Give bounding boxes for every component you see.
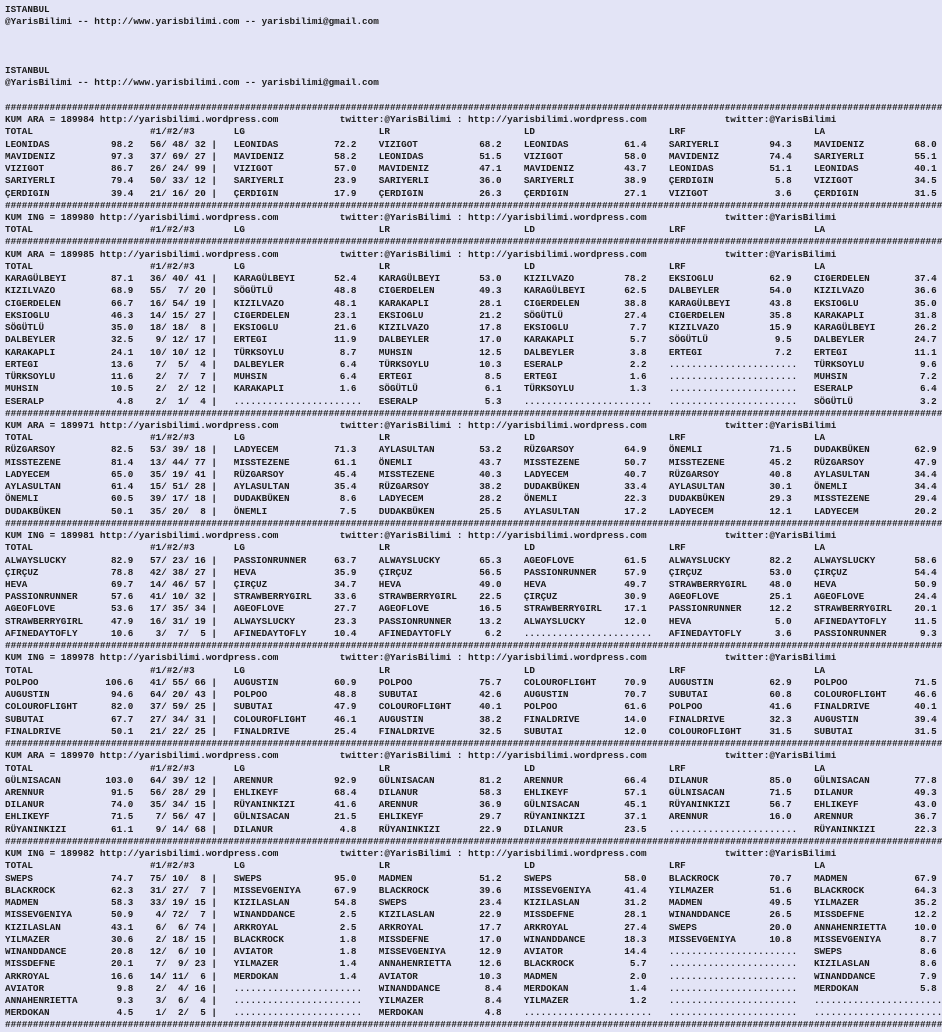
column-header-line: TOTAL #1/#2/#3 LG LR LD LRF LA xyxy=(5,224,826,236)
preamble-city: ISTANBUL xyxy=(5,65,50,77)
stat-row-line: AFINEDAYTOFLY 10.6 3/ 7/ 5 | AFINEDAYTOFLY 10.4 AFINEDAYTOFLY 6.2 ....................... AFINEDAYTOFLY 3.6 PASSIONRUNNER 9.3 xyxy=(5,627,937,639)
stat-row-line: ÇERDIGIN 39.4 21/ 16/ 20 | ÇERDIGIN 17.9 ÇERDIGIN 26.3 ÇERDIGIN 27.1 VIZIGOT 3.6 ÇERDIGIN 31.5 xyxy=(5,187,937,199)
column-header-line: TOTAL #1/#2/#3 LG LR LD LRF LA xyxy=(5,432,826,444)
separator-line: ######################################################################################################################################################################## xyxy=(5,835,942,847)
preamble-city: ISTANBUL xyxy=(5,4,50,15)
stat-row-line: ÇIRÇUZ 78.8 42/ 38/ 27 | HEVA 35.9 ÇIRÇUZ 56.5 PASSIONRUNNER 57.9 ÇIRÇUZ 53.0 ÇIRÇUZ 54.4 xyxy=(5,566,937,578)
blank-line xyxy=(5,90,942,102)
stat-row-line: EHLIKEYF 71.5 7/ 56/ 47 | GÜLNISACAN 21.5 EHLIKEYF 29.7 RÜYANINKIZI 37.1 ARENNUR 16.0 ARENNUR 36.7 xyxy=(5,811,937,823)
stat-row-line: MISSEVGENIYA 50.9 4/ 72/ 7 | WINANDDANCE 2.5 KIZILASLAN 22.9 MISSDEFNE 28.1 WINANDDANCE 26.5 MISSDEFNE 12.2 xyxy=(5,909,937,921)
stat-row-line: WINANDDANCE 20.8 12/ 6/ 10 | AVIATOR 1.8 MISSEVGENIYA 12.9 AVIATOR 14.4 ....................... SWEPS 8.6 xyxy=(5,946,937,958)
section-title-line: KUM ARA = 189971 http://yarisbilimi.wordpress.com twitter:@YarisBilimi : http://yarisbilimi.wordpress.com twitter:@YarisBilimi xyxy=(5,419,837,431)
stat-row-line: DUDAKBÜKEN 50.1 35/ 20/ 8 | ÖNEMLI 7.5 DUDAKBÜKEN 25.5 AYLASULTAN 17.2 LADYECEM 12.1 LADYECEM 20.2 xyxy=(5,505,937,517)
section-title-line: KUM ARA = 189970 http://yarisbilimi.wordpress.com twitter:@YarisBilimi : http://yarisbilimi.wordpress.com twitter:@YarisBilimi xyxy=(5,750,837,762)
blank-line xyxy=(5,53,942,65)
stat-row-line: AVIATOR 9.8 2/ 4/ 16 | ....................... WINANDDANCE 8.4 MERDOKAN 1.4 ....................... MERDOKAN 5.8 xyxy=(5,982,937,994)
separator-line: ######################################################################################################################################################################## xyxy=(5,101,942,113)
stat-row-line: PASSIONRUNNER 57.6 41/ 10/ 32 | STRAWBERRYGIRL 33.6 STRAWBERRYGIRL 22.5 ÇIRÇUZ 30.9 AGEOFLOVE 25.1 AGEOFLOVE 24.4 xyxy=(5,591,937,603)
column-header-line: TOTAL #1/#2/#3 LG LR LD LRF LA xyxy=(5,860,826,872)
stat-row-line: RÜZGARSOY 82.5 53/ 39/ 18 | LADYECEM 71.3 AYLASULTAN 53.2 RÜZGARSOY 64.9 ÖNEMLI 71.5 DUDAKBÜKEN 62.9 xyxy=(5,444,937,456)
stat-row-line: FINALDRIVE 50.1 21/ 22/ 25 | FINALDRIVE 25.4 FINALDRIVE 32.5 SUBUTAI 12.0 COLOUROFLIGHT 31.5 SUBUTAI 31.5 xyxy=(5,725,937,737)
section-title-line: KUM ING = 189980 http://yarisbilimi.wordpress.com twitter:@YarisBilimi : http://yarisbilimi.wordpress.com twitter:@YarisBilimi xyxy=(5,211,837,223)
stat-row-line: STRAWBERRYGIRL 47.9 16/ 31/ 19 | ALWAYSLUCKY 23.3 PASSIONRUNNER 13.2 ALWAYSLUCKY 12.0 HEVA 5.0 AFINEDAYTOFLY 11.5 xyxy=(5,615,937,627)
column-header-line: TOTAL #1/#2/#3 LG LR LD LRF LA xyxy=(5,762,826,774)
stat-row-line: SÖGÜTLÜ 35.0 18/ 18/ 8 | EKSIOGLU 21.6 KIZILVAZO 17.8 EKSIOGLU 7.7 KIZILVAZO 15.9 KARAGÜLBEYI 26.2 xyxy=(5,322,937,334)
column-header-line: TOTAL #1/#2/#3 LG LR LD LRF LA xyxy=(5,260,826,272)
stat-row-line: SARIYERLI 79.4 50/ 33/ 12 | SARIYERLI 23.9 SARIYERLI 36.0 SARIYERLI 38.9 ÇERDIGIN 5.8 VIZIGOT 34.5 xyxy=(5,175,937,187)
stat-row-line: ARENNUR 91.5 56/ 28/ 29 | EHLIKEYF 68.4 DILANUR 58.3 EHLIKEYF 57.1 GÜLNISACAN 71.5 DILANUR 49.3 xyxy=(5,787,937,798)
stat-row-line: ANNAHENRIETTA 9.3 3/ 6/ 4 | ....................... YILMAZER 8.4 YILMAZER 1.2 ....................... ....................... xyxy=(5,994,942,1006)
blank-line xyxy=(5,41,942,53)
stat-row-line: BLACKROCK 62.3 31/ 27/ 7 | MISSEVGENIYA 67.9 BLACKROCK 39.6 MISSEVGENIYA 41.4 YILMAZER 51.6 BLACKROCK 64.3 xyxy=(5,884,937,896)
blank-line xyxy=(5,28,942,40)
separator-line: ######################################################################################################################################################################## xyxy=(5,199,942,211)
stat-row-line: RÜYANINKIZI 61.1 9/ 14/ 68 | DILANUR 4.8 RÜYANINKIZI 22.9 DILANUR 23.5 ....................... RÜYANINKIZI 22.3 xyxy=(5,823,937,835)
stat-row-line: ESERALP 4.8 2/ 1/ 4 | ....................... ESERALP 5.3 ....................... ....................... SÖGÜTLÜ 3.2 xyxy=(5,395,937,407)
stat-row-line: MISSTEZENE 81.4 13/ 44/ 77 | MISSTEZENE 61.1 ÖNEMLI 43.7 MISSTEZENE 50.7 MISSTEZENE 45.2 RÜZGARSOY 47.9 xyxy=(5,456,937,468)
stat-row-line: EKSIOGLU 46.3 14/ 15/ 27 | CIGERDELEN 23.1 EKSIOGLU 21.2 SÖGÜTLÜ 27.4 CIGERDELEN 35.8 KARAKAPLI 31.8 xyxy=(5,309,937,321)
separator-line: ######################################################################################################################################################################## xyxy=(5,236,942,248)
separator-line: ######################################################################################################################################################################## xyxy=(5,640,942,652)
stat-row-line: MERDOKAN 4.5 1/ 2/ 5 | ....................... MERDOKAN 4.8 ....................... ....................... ....................... xyxy=(5,1007,942,1019)
stat-row-line: ÖNEMLI 60.5 39/ 17/ 18 | DUDAKBÜKEN 8.6 LADYECEM 28.2 ÖNEMLI 22.3 DUDAKBÜKEN 29.3 MISSTEZENE 29.4 xyxy=(5,493,937,505)
race-statistics-report xyxy=(5,4,942,1032)
stat-row-line: DALBEYLER 32.5 9/ 12/ 17 | ERTEGI 11.9 DALBEYLER 17.0 KARAKAPLI 5.7 SÖGÜTLÜ 9.5 DALBEYLER 24.7 xyxy=(5,334,937,346)
column-header-line: TOTAL #1/#2/#3 LG LR LD LRF LA xyxy=(5,542,826,554)
section-title-line: KUM ARA = 189984 http://yarisbilimi.wordpress.com twitter:@YarisBilimi : http://yarisbilimi.wordpress.com twitter:@YarisBilimi xyxy=(5,114,837,126)
stat-row-line: SUBUTAI 67.7 27/ 34/ 31 | COLOUROFLIGHT 46.1 AUGUSTIN 38.2 FINALDRIVE 14.0 FINALDRIVE 32.3 AUGUSTIN 39.4 xyxy=(5,713,937,725)
separator-line: ######################################################################################################################################################################## xyxy=(5,517,942,529)
stat-row-line: MADMEN 58.3 33/ 19/ 15 | KIZILASLAN 54.8 SWEPS 23.4 KIZILASLAN 31.2 MADMEN 49.5 YILMAZER 35.2 xyxy=(5,897,937,909)
separator-line: ######################################################################################################################################################################## xyxy=(5,738,942,750)
stat-row-line: KIZILASLAN 43.1 6/ 6/ 74 | ARKROYAL 2.5 ARKROYAL 17.7 ARKROYAL 27.4 SWEPS 20.0 ANNAHENRIETTA 10.0 xyxy=(5,921,937,933)
stat-row-line: ARKROYAL 16.6 14/ 11/ 6 | MERDOKAN 1.4 AVIATOR 10.3 MADMEN 2.0 ....................... WINANDDANCE 7.9 xyxy=(5,970,937,982)
stat-row-line: TÜRKSOYLU 11.6 2/ 7/ 7 | MUHSIN 6.4 ERTEGI 8.5 ERTEGI 1.6 ....................... MUHSIN 7.2 xyxy=(5,371,937,383)
stat-row-line: DILANUR 74.0 35/ 34/ 15 | RÜYANINKIZI 41.6 ARENNUR 36.9 GÜLNISACAN 45.1 RÜYANINKIZI 56.7 EHLIKEYF 43.0 xyxy=(5,799,937,811)
section-title-line: KUM ARA = 189985 http://yarisbilimi.wordpress.com twitter:@YarisBilimi : http://yarisbilimi.wordpress.com twitter:@YarisBilimi xyxy=(5,248,837,260)
preamble-byline: @YarisBilimi -- http://www.yarisbilimi.com -- yarisbilimi@gmail.com xyxy=(5,16,379,28)
separator-line: ######################################################################################################################################################################## xyxy=(5,407,942,419)
stat-row-line: COLOUROFLIGHT 82.0 37/ 59/ 25 | SUBUTAI 47.9 COLOUROFLIGHT 40.1 POLPOO 61.6 POLPOO 41.6 FINALDRIVE 40.1 xyxy=(5,701,937,713)
stat-row-line: ERTEGI 13.6 7/ 5/ 4 | DALBEYLER 6.4 TÜRKSOYLU 10.3 ESERALP 2.2 ....................... TÜRKSOYLU 9.6 xyxy=(5,358,937,370)
stat-row-line: KIZILVAZO 68.9 55/ 7/ 20 | SÖGÜTLÜ 48.8 CIGERDELEN 49.3 KARAGÜLBEYI 62.5 DALBEYLER 54.0 KIZILVAZO 36.6 xyxy=(5,285,937,297)
section-title-line: KUM ING = 189981 http://yarisbilimi.wordpress.com twitter:@YarisBilimi : http://yarisbilimi.wordpress.com twitter:@YarisBilimi xyxy=(5,530,837,542)
separator-line: ######################################################################################################################################################################## xyxy=(5,1019,942,1031)
stat-row-line: HEVA 69.7 14/ 46/ 57 | ÇIRÇUZ 34.7 HEVA 49.0 HEVA 49.7 STRAWBERRYGIRL 48.0 HEVA 50.9 xyxy=(5,579,937,591)
stat-row-line: ALWAYSLUCKY 82.9 57/ 23/ 16 | PASSIONRUNNER 63.7 ALWAYSLUCKY 65.3 AGEOFLOVE 61.5 ALWAYSLUCKY 82.2 ALWAYSLUCKY 58.6 xyxy=(5,554,937,566)
stat-row-line: CIGERDELEN 66.7 16/ 54/ 19 | KIZILVAZO 48.1 KARAKAPLI 28.1 CIGERDELEN 38.8 KARAGÜLBEYI 43.8 EKSIOGLU 35.0 xyxy=(5,297,937,309)
stat-row-line: SWEPS 74.7 75/ 10/ 8 | SWEPS 95.0 MADMEN 51.2 SWEPS 58.0 BLACKROCK 70.7 MADMEN 67.9 xyxy=(5,872,937,884)
stat-row-line: YILMAZER 30.6 2/ 18/ 15 | BLACKROCK 1.8 MISSDEFNE 17.0 WINANDDANCE 18.3 MISSEVGENIYA 10.8 MISSEVGENIYA 8.7 xyxy=(5,933,937,945)
section-title-line: KUM ING = 189982 http://yarisbilimi.wordpress.com twitter:@YarisBilimi : http://yarisbilimi.wordpress.com twitter:@YarisBilimi xyxy=(5,848,837,860)
stat-row-line: AUGUSTIN 94.6 64/ 20/ 43 | POLPOO 48.8 SUBUTAI 42.6 AUGUSTIN 70.7 SUBUTAI 60.8 COLOUROFLIGHT 46.6 xyxy=(5,689,937,701)
stat-row-line: KARAKAPLI 24.1 10/ 10/ 12 | TÜRKSOYLU 8.7 MUHSIN 12.5 DALBEYLER 3.8 ERTEGI 7.2 ERTEGI 11.1 xyxy=(5,346,937,358)
stat-row-line: LADYECEM 65.0 35/ 19/ 41 | RÜZGARSOY 45.4 MISSTEZENE 40.3 LADYECEM 40.7 RÜZGARSOY 40.8 AYLASULTAN 34.4 xyxy=(5,468,937,480)
stat-row-line: KARAGÜLBEYI 87.1 36/ 40/ 41 | KARAGÜLBEYI 52.4 KARAGÜLBEYI 53.0 KIZILVAZO 78.2 EKSIOGLU 62.9 CIGERDELEN 37.4 xyxy=(5,273,937,285)
column-header-line: TOTAL #1/#2/#3 LG LR LD LRF LA xyxy=(5,126,826,138)
section-title-line: KUM ING = 189978 http://yarisbilimi.wordpress.com twitter:@YarisBilimi : http://yarisbilimi.wordpress.com twitter:@YarisBilimi xyxy=(5,652,837,664)
preamble-byline: @YarisBilimi -- http://www.yarisbilimi.com -- yarisbilimi@gmail.com xyxy=(5,77,379,89)
stat-row-line: AYLASULTAN 61.4 15/ 51/ 28 | AYLASULTAN 35.4 RÜZGARSOY 38.2 DUDAKBÜKEN 33.4 AYLASULTAN 30.1 ÖNEMLI 34.4 xyxy=(5,481,937,493)
stat-row-line: MUHSIN 10.5 2/ 2/ 12 | KARAKAPLI 1.6 SÖGÜTLÜ 6.1 TÜRKSOYLU 1.3 ....................... ESERALP 6.4 xyxy=(5,383,937,395)
stat-row-line: GÜLNISACAN 103.0 64/ 39/ 12 | ARENNUR 92.9 GÜLNISACAN 81.2 ARENNUR 66.4 DILANUR 85.0 GÜLNISACAN 77.8 xyxy=(5,774,937,786)
stat-row-line: MAVIDENIZ 97.3 37/ 69/ 27 | MAVIDENIZ 58.2 LEONIDAS 51.5 VIZIGOT 58.0 MAVIDENIZ 74.4 SARIYERLI 55.1 xyxy=(5,150,937,162)
stat-row-line: VIZIGOT 86.7 26/ 24/ 99 | VIZIGOT 57.0 MAVIDENIZ 47.1 MAVIDENIZ 43.7 LEONIDAS 51.1 LEONIDAS 40.1 xyxy=(5,163,937,175)
stat-row-line: AGEOFLOVE 53.6 17/ 35/ 34 | AGEOFLOVE 27.7 AGEOFLOVE 16.5 STRAWBERRYGIRL 17.1 PASSIONRUNNER 12.2 STRAWBERRYGIRL 20.1 xyxy=(5,603,937,615)
stat-row-line: MISSDEFNE 20.1 7/ 9/ 23 | YILMAZER 1.4 ANNAHENRIETTA 12.6 BLACKROCK 5.7 ....................... KIZILASLAN 8.6 xyxy=(5,958,937,970)
column-header-line: TOTAL #1/#2/#3 LG LR LD LRF LA xyxy=(5,664,826,676)
stat-row-line: LEONIDAS 98.2 56/ 48/ 32 | LEONIDAS 72.2 VIZIGOT 68.2 LEONIDAS 61.4 SARIYERLI 94.3 MAVIDENIZ 68.0 xyxy=(5,138,937,150)
stat-row-line: POLPOO 106.6 41/ 55/ 66 | AUGUSTIN 60.9 POLPOO 75.7 COLOUROFLIGHT 70.9 AUGUSTIN 62.9 POLPOO 71.5 xyxy=(5,676,937,688)
